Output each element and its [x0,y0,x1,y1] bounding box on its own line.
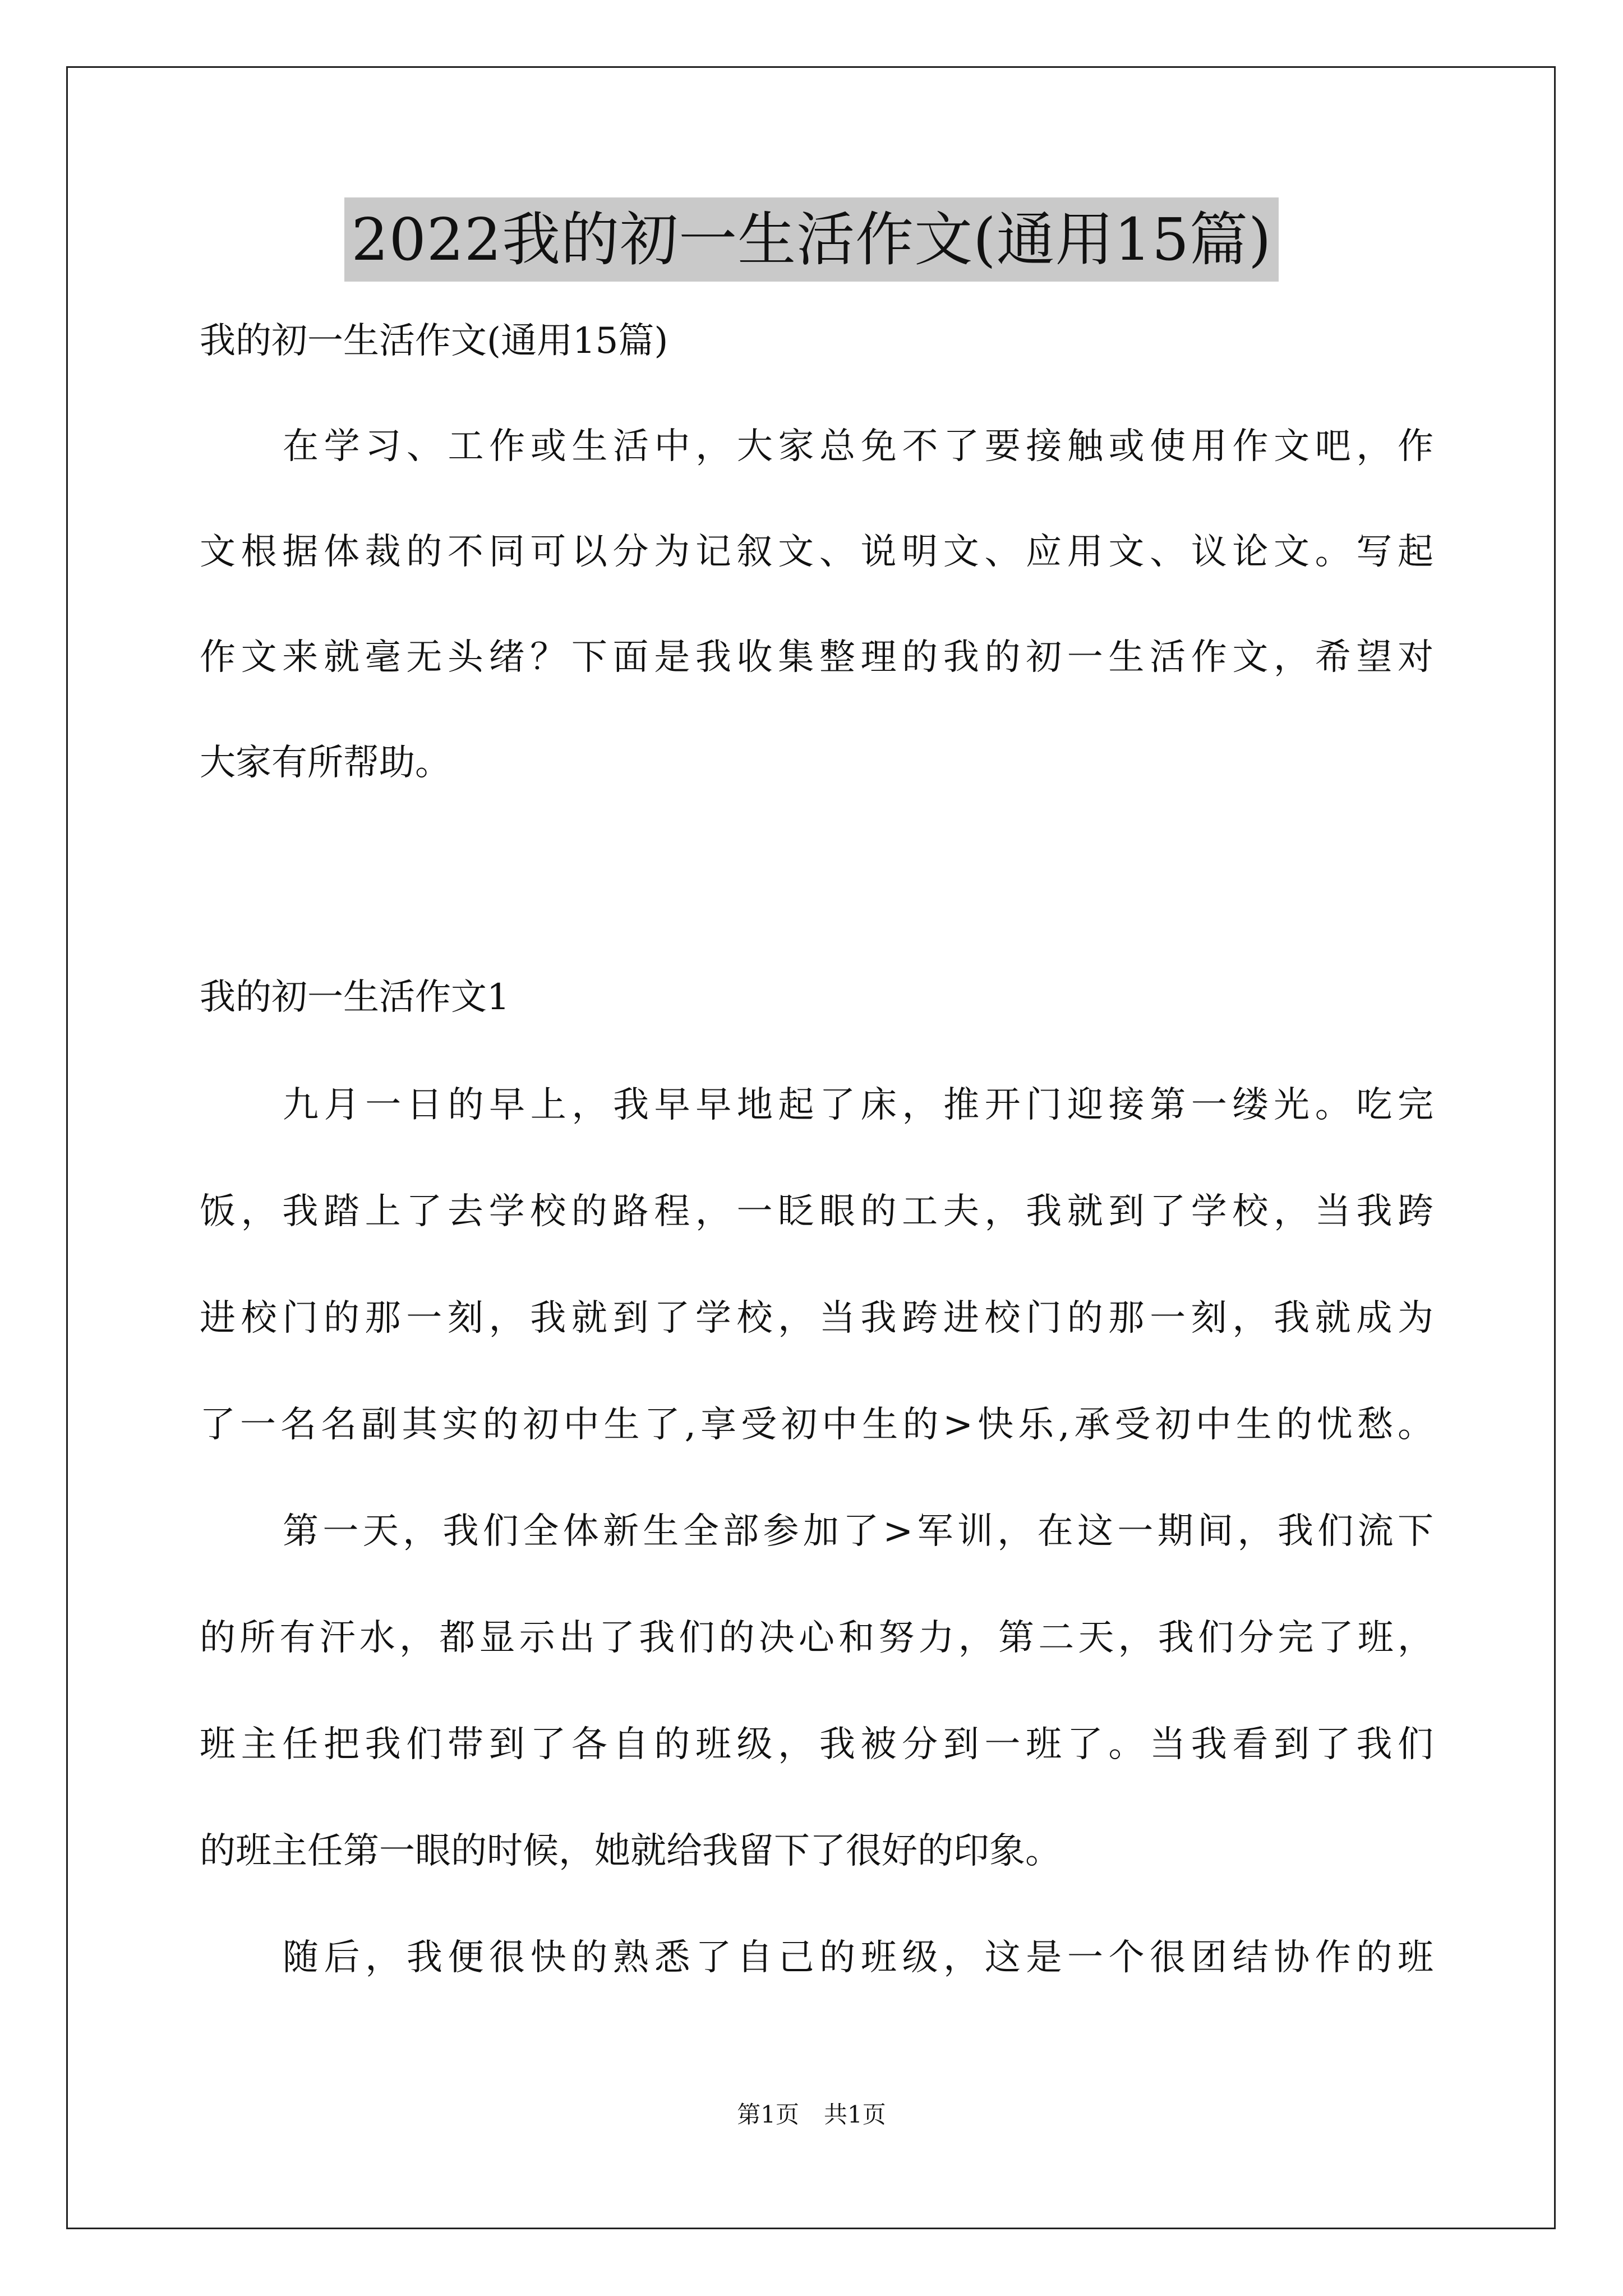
paragraph-line: 第一天，我们全体新生全部参加了>军训，在这一期间，我们流下 [283,1511,1433,1552]
paragraph-line: 班主任把我们带到了各自的班级，我被分到一班了。当我看到了我们 [200,1724,1433,1765]
document-title [0,197,1623,282]
intro-line: 作文来就毫无头绪？下面是我收集整理的我的初一生活作文，希望对 [200,637,1433,678]
subtitle: 我的初一生活作文(通用15篇) [200,320,668,362]
intro-line: 大家有所帮助。 [200,742,451,784]
paragraph-line: 随后，我便很快的熟悉了自己的班级，这是一个很团结协作的班 [283,1937,1433,1978]
paragraph-line: 的所有汗水，都显示出了我们的决心和努力，第二天，我们分完了班， [200,1617,1433,1659]
paragraph-line: 进校门的那一刻，我就到了学校，当我跨进校门的那一刻，我就成为 [200,1297,1433,1339]
section-heading: 我的初一生活作文1 [200,977,510,1018]
paragraph-line: 饭，我踏上了去学校的路程，一眨眼的工夫，我就到了学校，当我跨 [200,1191,1433,1232]
page-number-total: 共1页 [824,2101,886,2128]
page-number-current: 第1页 [737,2101,799,2128]
paragraph-line: 九月一日的早上，我早早地起了床，推开门迎接第一缕光。吃完 [283,1084,1433,1126]
intro-line: 文根据体裁的不同可以分为记叙文、说明文、应用文、议论文。写起 [200,531,1433,573]
page-footer [0,2101,1623,2129]
paragraph-line: 的班主任第一眼的时候，她就给我留下了很好的印象。 [200,1830,1061,1872]
intro-line: 在学习、工作或生活中，大家总免不了要接触或使用作文吧，作 [283,426,1433,467]
document-title-text: 2022我的初一生活作文(通用15篇) [344,197,1278,282]
page-border [66,66,1556,2229]
paragraph-line: 了一名名副其实的初中生了,享受初中生的>快乐,承受初中生的忧愁。 [200,1404,1433,1446]
